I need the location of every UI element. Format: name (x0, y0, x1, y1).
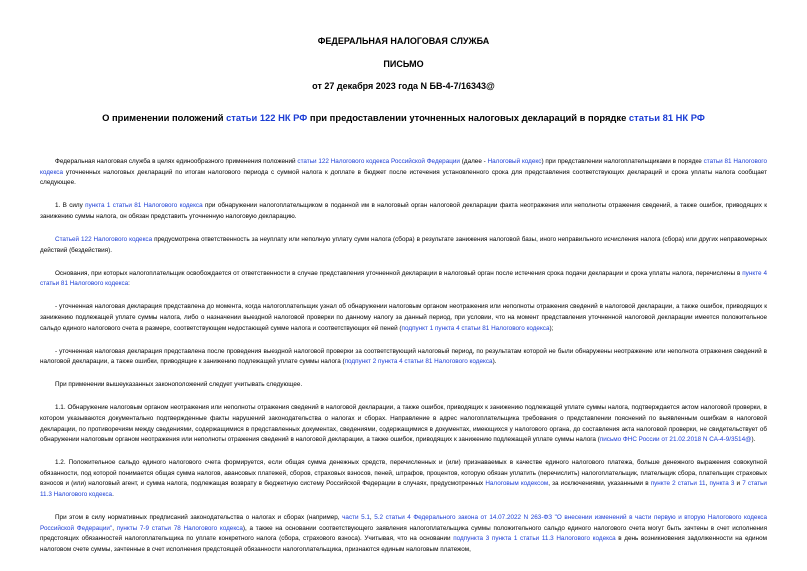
paragraph-text: ) при представлении налогоплательщиками в порядке (541, 158, 704, 165)
document-link[interactable]: пункта 1 статьи 81 Налогового кодекса (85, 202, 203, 210)
paragraph-text: и (734, 480, 743, 488)
paragraph-8 (40, 403, 767, 445)
document-title (40, 112, 767, 124)
paragraph-text: При применении вышеуказанных законоположений следует учитывать следующее. (55, 381, 303, 389)
document-link[interactable]: пункте 2 статьи 11 (650, 480, 706, 488)
document-link[interactable]: подпункт 1 пункта 4 статьи 81 Налогового кодекса (401, 324, 550, 332)
document-link[interactable]: статьи 122 Налогового кодекса Российской Федерации (297, 158, 460, 165)
paragraph-text: - уточненная налоговая декларация представлена до момента, когда налогоплательщик узнал об обнаружении налоговым органом неотражения или неполноты отражения сведений в налоговой декларации, а также ошибок, приводящих к занижению подлежащей уплате суммы налога, либо о назначении выездной налоговой проверки по данному налогу за данный период, при условии, что на момент представления уточненной налоговой декларации имеется положительное сальдо единого налогового счета в размере, соответствующем недостающей сумме налога и соответствующих ей пеней ( (40, 303, 767, 332)
document-link[interactable]: 5.2 статьи 4 Федерального закона от 14.07.2022 N 263-ФЗ "О внесении изменений в части первую и вторую Налогового кодекса Российской Федерации" (40, 514, 767, 532)
paragraph-text: 1.1. Обнаружение налоговым органом неотражения или неполноты отражения сведений в налоговой декларации, а также ошибок, приводящих к занижению подлежащей уплате суммы налога, подтверждается актом налоговой проверки, в котором указываются документально подтвержденные факты нарушений законодательства о налогах и сборах. Направление в адрес налогоплательщика требования о представлении пояснений по выявленным ошибкам в налоговой декларации, по противоречиям между сведениями, содержащимися в представленных документах, сведениями, содержащимися в документах, имеющихся у налогового органа, до составления акта налоговой проверки, не свидетельствует об обнаружении налоговым органом неотражения или неполноты отражения сведений в налоговой декларации, а также ошибок, приводящих к занижению подлежащей уплате суммы налога ( (40, 404, 767, 444)
paragraph-text: ); (549, 324, 554, 332)
agency-heading: ФЕДЕРАЛЬНАЯ НАЛОГОВАЯ СЛУЖБА (317, 36, 490, 46)
paragraph-text: при обнаружении налогоплательщиком в поданной им в налоговый орган налоговой декларации факта неотражения или неполноты отражения сведений, а также ошибок, приводящих к занижению суммы налога, он обязан представить уточненную налоговую декларацию. (40, 202, 767, 220)
document-link[interactable]: подпункт 2 пункта 4 статьи 81 Налогового кодекса (344, 358, 493, 366)
document-body (40, 157, 767, 556)
document-link[interactable]: Налоговый кодекс (487, 158, 542, 165)
title-link-article-122[interactable]: статьи 122 НК РФ (226, 112, 308, 123)
paragraph-text: : (128, 280, 130, 288)
doc-type-heading: ПИСЬМО (383, 59, 424, 69)
document-link[interactable]: части 5.1 (342, 514, 370, 522)
document-link[interactable]: подпункта 3 пункта 1 статьи 11.3 Налогового кодекса (453, 535, 616, 543)
doc-date-heading: от 27 декабря 2023 года N БВ-4-7/16343@ (312, 81, 495, 91)
paragraph-text: ), а также на основании соответствующего заявления налогоплательщика суммы положительного сальдо единого налогового счета могут быть зачтены в счет исполнения предстоящих обязанностей налогоплательщика по уплате конкретного налога (сбора, страхового взноса). Учитывая, что на основании (40, 524, 768, 543)
paragraph-9 (40, 458, 767, 500)
paragraph-text: предусмотрена ответственность за неуплату или неполную уплату сумм налога (сбора) в результате занижения налоговой базы, иного неправильного исчисления налога (сбора) или других неправомерных действий (бездействия). (40, 235, 767, 254)
document-link[interactable]: письмо ФНС России от 21.02.2018 N СА-4-9/3514@ (599, 436, 752, 444)
paragraph-6 (40, 347, 767, 368)
paragraph-text: 1. В силу (55, 202, 86, 210)
paragraph-7 (40, 380, 767, 391)
paragraph-text: , (705, 480, 710, 488)
paragraph-3 (40, 235, 767, 256)
paragraph-text: , за исключениями, указанными в (548, 480, 651, 488)
paragraph-5 (40, 302, 767, 334)
paragraph-text: , (369, 514, 375, 522)
document-link[interactable]: пункта 3 (709, 480, 735, 488)
document-link[interactable]: Налоговым кодексом (485, 480, 549, 488)
paragraph-text: 1.2. Положительное сальдо единого налогового счета формируется, если общая сумма денежных средств, перечисленных и (или) признаваемых в качестве единого налогового платежа, больше денежного выражения совокупной обязанности, под которой понимается общая сумма налогов, авансовых платежей, сборов, страховых взносов, пеней, штрафов, процентов, которую обязан уплатить (перечислить) налогоплательщик, плательщик сбора, плательщик страховых взносов и (или) налоговый агент, и сумма налога, подлежащая возврату в бюджетную систему Российской Федерации в случаях, предусмотренных (40, 459, 767, 488)
paragraph-4 (40, 269, 767, 290)
paragraph-text: - уточненная налоговая декларация представлена после проведения выездной налоговой проверки за соответствующий налоговый период, по результатам которой не были обнаружены неотражение или неполнота отражения сведений в налоговой декларации, а также ошибки, приводящие к занижению подлежащей уплате суммы налога ( (40, 347, 767, 366)
document-link[interactable]: пункте 4 статьи 81 Налогового кодекса (40, 269, 767, 288)
paragraph-text: . (112, 491, 114, 499)
paragraph-1 (40, 157, 767, 189)
paragraph-text: ). (751, 436, 756, 444)
document-link[interactable]: статьи 81 Налогового кодекса (40, 158, 768, 176)
paragraph-text: Основания, при которых налогоплательщик освобождается от ответственности в случае представления уточненной декларации в налоговый орган после истечения срока подачи декларации и срока уплаты налога, перечислены в (55, 269, 743, 277)
title-text: при предоставлении уточненных налоговых деклараций в порядке (307, 112, 629, 123)
paragraph-text: (далее - (459, 158, 488, 165)
document-link[interactable]: пункты 7-9 статьи 78 Налогового кодекса (116, 524, 243, 532)
paragraph-text: , (112, 524, 117, 532)
paragraph-text: При этом в силу нормативных предписаний законодательства о налогах и сборах (например, (55, 514, 343, 522)
paragraph-text: в день возникновения задолженности на едином налоговом счете суммы, зачтенные в счет исполнения предстоящей обязанности налогоплательщика, признаются единым налоговым платежом, (40, 535, 767, 553)
title-text: О применении положений (102, 112, 227, 123)
title-link-article-81[interactable]: статьи 81 НК РФ (628, 112, 705, 123)
paragraph-10 (40, 513, 767, 555)
paragraph-text: ). (492, 358, 497, 366)
paragraph-text: уточненных налоговых деклараций по итогам налогового периода с суммой налога к доплате в бюджет после истечения установленного срока для представления соответствующих деклараций и срока уплаты налога сообщает следующее. (40, 168, 767, 187)
document-link[interactable]: Статьей 122 Налогового кодекса (55, 235, 153, 243)
document-link[interactable]: 7 статьи 11.3 Налогового кодекса (40, 480, 767, 499)
paragraph-text: Федеральная налоговая служба в целях единообразного применения положений (55, 158, 298, 165)
paragraph-2 (40, 201, 767, 222)
